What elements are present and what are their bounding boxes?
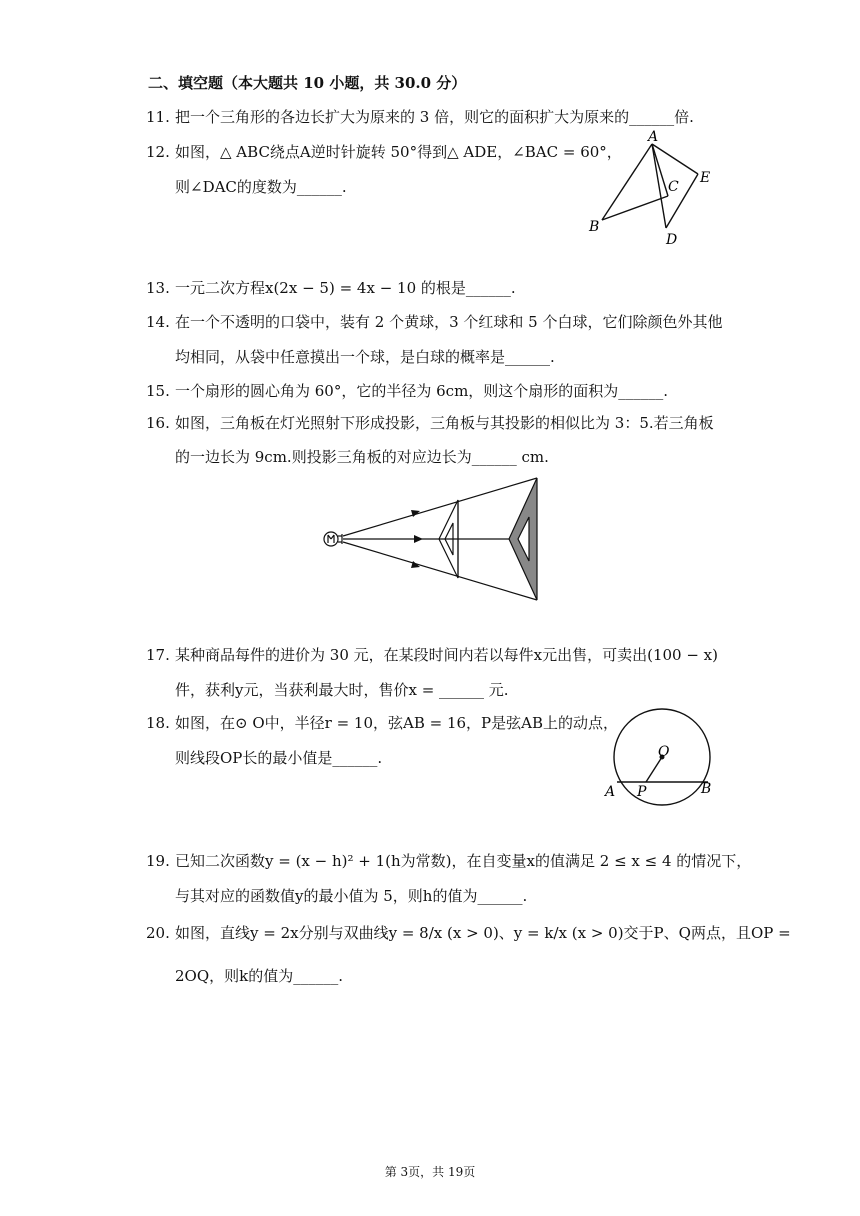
question-text-cont: 则∠DAC的度数为______. (175, 178, 347, 196)
circle-chord-figure (600, 705, 725, 810)
label-E: E (700, 170, 711, 186)
question-text: 已知二次函数y = (x − h)² + 1(h为常数)，在自变量x的值满足 2 ≤ x ≤ 4 的情况下， (175, 852, 752, 870)
label-P: P (637, 784, 647, 800)
question-text-cont: 均相同，从袋中任意摸出一个球，是白球的概率是______. (175, 348, 555, 366)
question-text-cont: 的一边长为 9cm.则投影三角板的对应边长为______ cm. (175, 448, 549, 466)
question-text: 在一个不透明的口袋中，装有 2 个黄球，3 个红球和 5 个白球，它们除颜色外其他 (175, 313, 723, 331)
question-number: 13. (146, 279, 170, 297)
label-B: B (589, 219, 600, 235)
question-number: 11. (146, 108, 170, 126)
question-text: 某种商品每件的进价为 30 元，在某段时间内若以每件x元出售，可卖出(100 − x) (175, 646, 718, 664)
question-text-cont: 件，获利y元，当获利最大时，售价x = ______ 元. (175, 681, 509, 699)
label-C: C (668, 179, 679, 195)
label-O: O (658, 744, 670, 760)
question-number: 16. (146, 414, 170, 432)
question-text: 一个扇形的圆心角为 60°，它的半径为 6cm，则这个扇形的面积为______. (175, 382, 669, 400)
projection-figure (315, 470, 545, 605)
question-number: 18. (146, 714, 170, 732)
question-text: 一元二次方程x(2x − 5) = 4x − 10 的根是______. (175, 279, 516, 297)
page-footer: 第 3页，共 19页 (384, 1165, 476, 1179)
question-text: 把一个三角形的各边长扩大为原来的 3 倍，则它的面积扩大为原来的______倍. (175, 108, 694, 126)
question-text: 如图，△ ABC绕点A逆时针旋转 50°得到△ ADE，∠BAC = 60°， (175, 143, 622, 161)
question-text-cont: 则线段OP长的最小值是______. (175, 749, 383, 767)
question-text-cont: 2OQ，则k的值为______. (175, 967, 343, 985)
question-text: 如图，在⊙ O中，半径r = 10，弦AB = 16，P是弦AB上的动点， (175, 714, 618, 732)
question-number: 19. (146, 852, 170, 870)
rotation-triangle-figure (580, 130, 720, 255)
question-number: 15. (146, 382, 170, 400)
section-title: 二、填空题（本大题共 10 小题，共 30.0 分） (148, 74, 467, 92)
question-text: 如图，直线y = 2x分别与双曲线y = 8/x (x > 0)、y = k/x (x > 0)交于P、Q两点，且OP = (175, 924, 791, 942)
question-text-cont: 与其对应的函数值y的最小值为 5，则h的值为______. (175, 887, 528, 905)
question-number: 20. (146, 924, 170, 942)
label-A: A (605, 784, 616, 800)
label-A: A (648, 130, 659, 145)
label-B: B (701, 781, 712, 797)
question-text: 如图，三角板在灯光照射下形成投影，三角板与其投影的相似比为 3：5.若三角板 (175, 414, 714, 432)
question-number: 12. (146, 143, 170, 161)
arrow-middle (414, 535, 423, 543)
label-D: D (666, 232, 678, 248)
question-number: 14. (146, 313, 170, 331)
question-number: 17. (146, 646, 170, 664)
